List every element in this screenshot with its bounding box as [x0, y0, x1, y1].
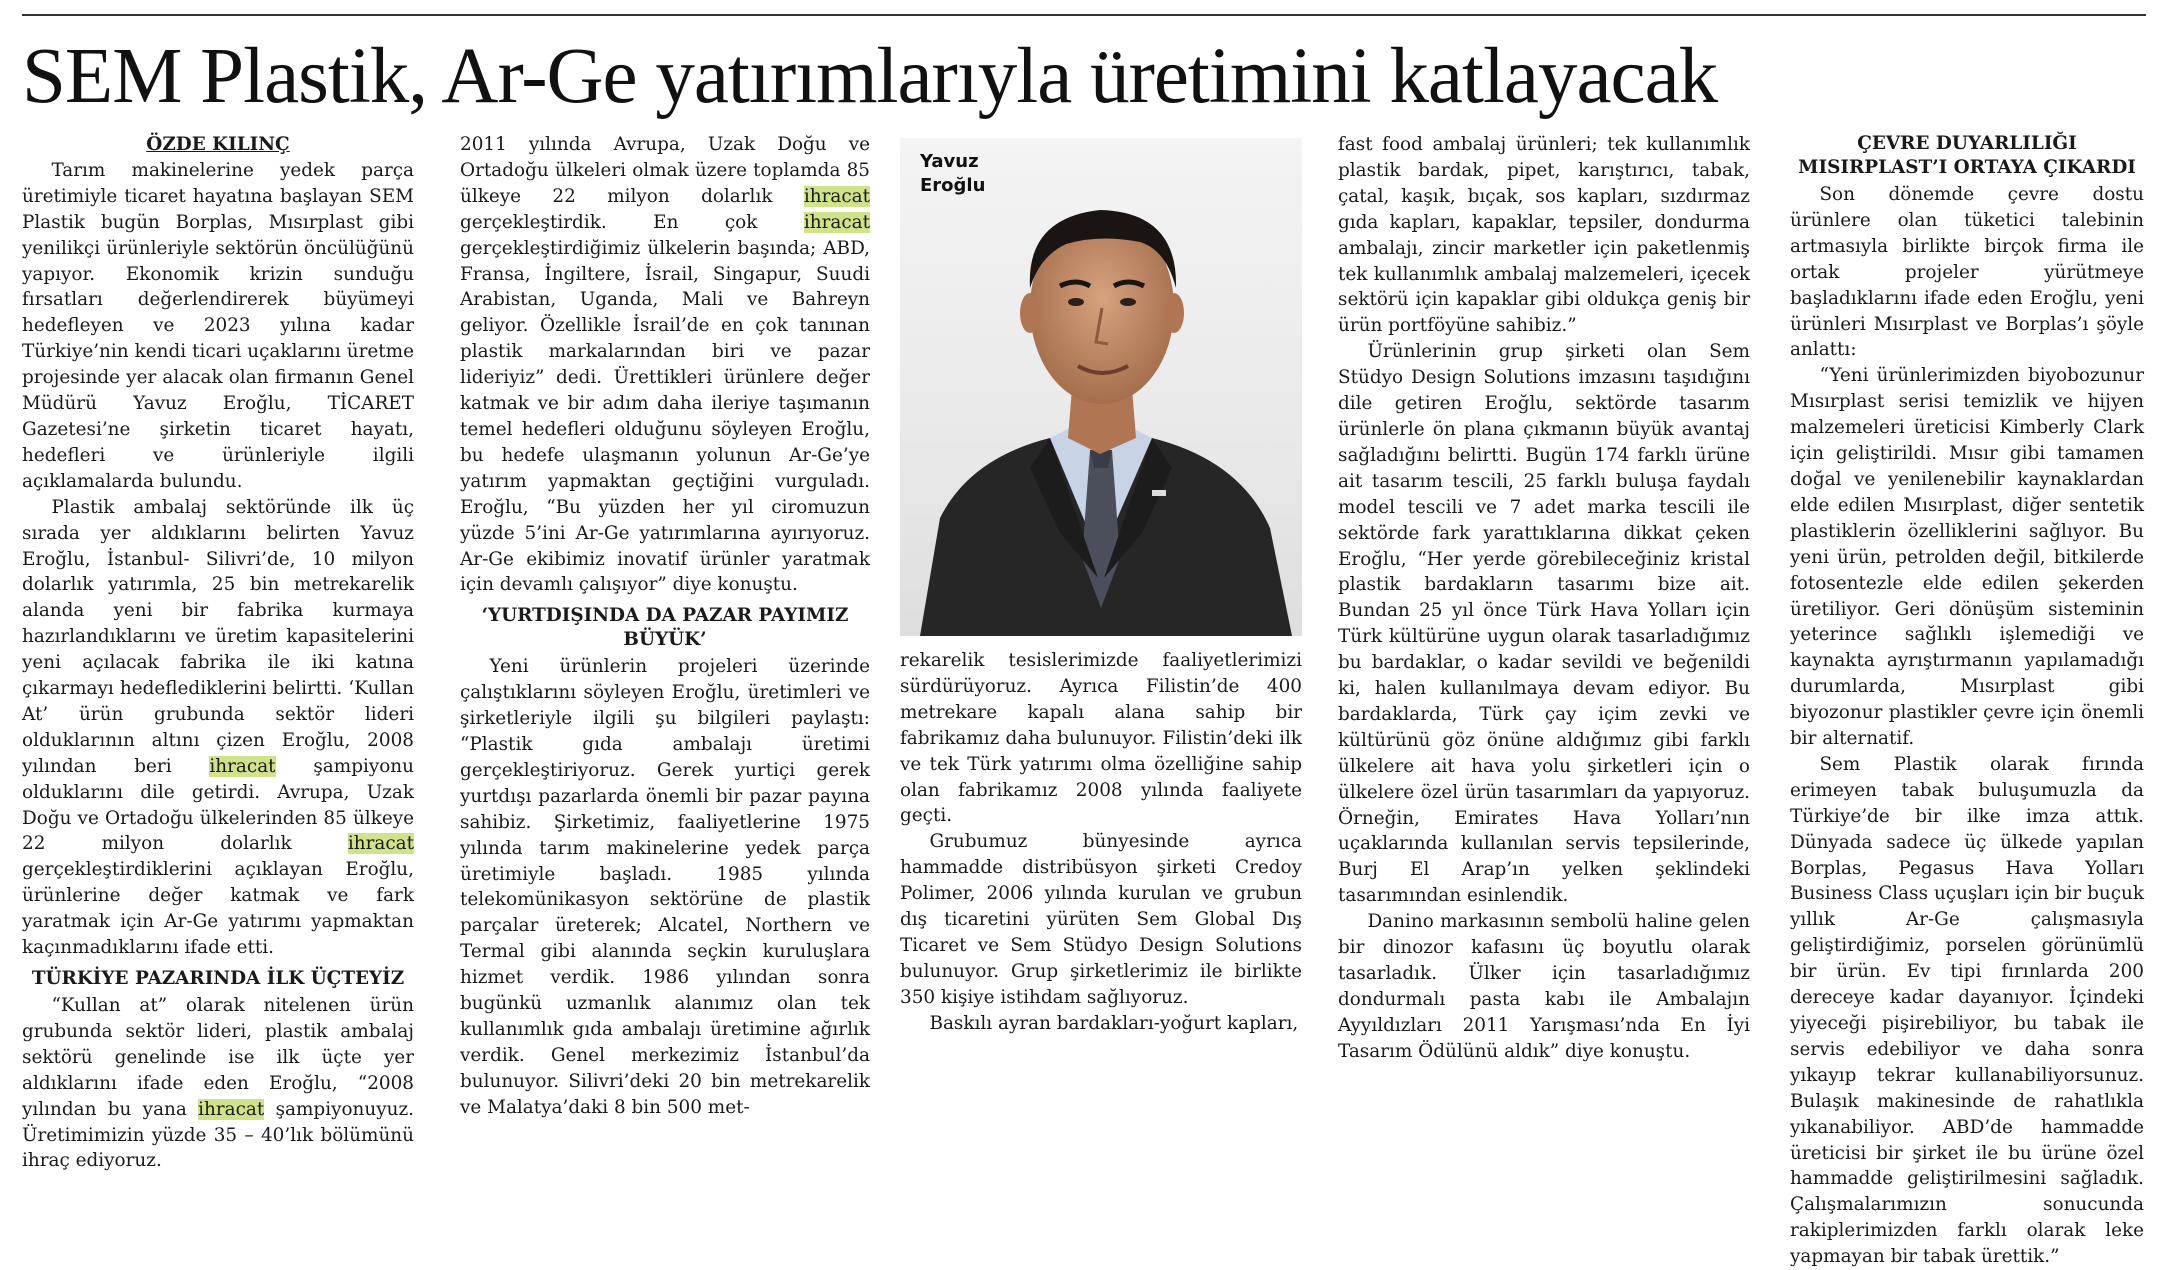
paragraph: Plastik ambalaj sektöründe ilk üç sırada yer aldıklarını belirten Yavuz Eroğlu, İstanbul- Silivri’de, 10 milyon dolarlık yatırımla, 25 bin metrekarelik alanda yeni bir fabrika kurmaya hazırlandıklarını ve üretim kapasitelerini yeni açılacak fabrika ile iki katına çıkarmayı hedeflediklerini belirtti. ‘Kullan At’ ürün grubunda sektör lideri olduklarının altını çizen Eroğlu, 2008 yılından beri ihracat şampiyonu olduklarını dile getirdi. Avrupa, Uzak Doğu ve Ortadoğu ülkelerinden 85 ülkeye 22 milyon dolarlık ihracat gerçekleştirdiklerini açıklayan Eroğlu, ürünlerine değer katmak ve fark yaratmak için Ar-Ge yatırımı yapmaktan kaçınmadıklarını ifade etti.	[22, 496, 414, 959]
paragraph: Son dönemde çevre dostu ürünlere olan tüketici talebinin artmasıyla birlikte birçok firma ile ortak projeler yürütmeye başladıklarını ifade eden Eroğlu, yeni ürünleri Mısırplast ve Borplas’ı şöyle anlattı:	[1790, 184, 2144, 361]
portrait-photo	[900, 138, 1302, 636]
paragraph: fast food ambalaj ürünleri; tek kullanımlık plastik bardak, pipet, karıştırıcı, tabak, çatal, kaşık, bıçak, sos kapları, sızdırmaz gıda kapları, kapaklar, tepsiler, dondurma ambalajı, zincir marketler için paketlenmiş tek kullanımlık ambalaj malzemeleri, içecek sektörü için kapaklar gibi oldukça geniş bir ürün portföyüne sahibiz.”	[1338, 134, 1750, 337]
paragraph: “Kullan at” olarak nitelenen ürün grubunda sektör lideri, plastik ambalaj sektörü genelinde ise ilk üçte yer aldıklarını ifade eden Eroğlu, “2008 yılından bu yana ihracat şampiyonuyuz. Üretimimizin yüzde 35 – 40’lık bölümünü ihraç ediyoruz.	[22, 995, 414, 1172]
headline: SEM Plastik, Ar-Ge yatırımlarıyla üretimini katlayacak	[22, 33, 1718, 120]
portrait-illustration	[900, 138, 1302, 636]
photo-caption: Yavuz Eroğlu	[920, 151, 986, 196]
highlight-ihracat: ihracat	[209, 755, 276, 777]
subheading: ‘YURTDIŞINDA DA PAZAR PAYIMIZ BÜYÜK’	[481, 605, 849, 651]
paragraph: 2011 yılında Avrupa, Uzak Doğu ve Ortadoğu ülkeleri olmak üzere toplamda 85 ülkeye 22 milyon dolarlık ihracat gerçekleştirdik. En çok ihracat gerçekleştirdiğimiz ülkelerin başında; ABD, Fransa, İngiltere, İsrail, Singapur, Suudi Arabistan, Uganda, Mali ve Bahreyn geliyor. Özellikle İsrail’de en çok tanınan plastik markalarından biri ve pazar lideriyiz” dedi. Ürettikleri ürünlere değer katmak ve bir adım daha ileriye taşımanın temel hedefleri olduğunu söyleyen Eroğlu, bu hedefe ulaşmanın yolunun Ar-Ge’ye yatırım yapmaktan geçtiğini vurguladı. Eroğlu, “Bu yüzden her yıl ciromuzun yüzde 5’ini Ar-Ge yatırımlarına ayırıyoruz. Ar-Ge ekibimiz inovatif ürünler yaratmak için devamlı çalışıyor” diye konuştu.	[460, 134, 870, 596]
column-5	[1790, 132, 2144, 1268]
column-4	[1338, 132, 1750, 1092]
paragraph: Baskılı ayran bardakları-yoğurt kapları,	[929, 1012, 1299, 1034]
top-rule	[22, 14, 2146, 16]
highlight-ihracat: ihracat	[803, 185, 870, 207]
paragraph: Yeni ürünlerin projeleri üzerinde çalıştıklarını söyleyen Eroğlu, üretimleri ve şirketleriyle ilgili şu bilgileri paylaştı: “Plastik gıda ambalajı üretimi gerçekleştiriyoruz. Gerek yurtiçi gerek yurtdışı pazarlarda önemli bir pazar payına sahibiz. Şirketimiz, faaliyetlerine 1975 yılında tarım makinelerine yedek parça üretimiyle başladı. 1985 yılında telekomünikasyon sektörüne de plastik parçalar üreterek; Alcatel, Northern ve Termal gibi alanında seçkin kuruluşlara hizmet verdik. 1986 yılından sonra bugünkü uzmanlık alanımız olan tek kullanımlık gıda ambalajı üretimine ağırlık verdik. Genel merkezimiz İstanbul’da bulunuyor. Silivri’deki 20 bin metrekarelik ve Malatya’daki 8 bin 500 met-	[460, 656, 870, 1118]
paragraph: Ürünlerinin grup şirketi olan Sem Stüdyo Design Solutions imzasını taşıdığını dile getiren Eroğlu, sektörde tasarım ürünlerle ön plana çıkmanın büyük avantaj sağladığını belirtti. Bugün 174 farklı ürüne ait tasarım tescili, 25 farklı buluşa faydalı model tescili ve 7 adet marka tescili ile sektörde fark yarattıklarına dikkat çeken Eroğlu, “Her yerde görebileceğiniz kristal plastik bardakların tasarımı bize ait. Bundan 25 yıl önce Türk Hava Yolları için Türk kültürüne uygun olarak tasarladığımız bu bardaklar, o kadar sevildi ve beğenildi ki, halen kullanılmaya devam ediyor. Bu bardaklarda, Türk çay içim zevki ve kültürünü göz önüne aldığımız gibi farklı ülkelere ait hava yolu şirketleri için o ülkelere özel ürün tasarımları da yapıyoruz. Örneğin, Emirates Hava Yolları’nın uçaklarında kullanılan servis tepsilerinde, Burj El Arap’ın yelken şeklindeki tasarımından esinlendik.	[1338, 341, 1750, 907]
paragraph: “Yeni ürünlerimizden biyobozunur Mısırplast serisi temizlik ve hijyen malzemeleri üreticisi Kimberly Clark için geliştirildi. Mısır gibi tamamen doğal ve yenilenebilir kaynaklardan elde edilen Mısırplast, diğer sentetik plastiklerin özelliklerini sağlıyor. Bu yeni ürün, petrolden değil, bitkilerde fotosentezle elde edilen şekerden üretiliyor. Geri dönüşüm sisteminin yeterince sağlıklı işlemediği ve kaynakta ayrıştırmanın yapılamadığı durumlarda, Mısırplast gibi biyozonur plastikler çevre için önemli bir alternatif.	[1790, 365, 2144, 750]
paragraph: rekarelik tesislerimizde faaliyetlerimizi sürdürüyoruz. Ayrıca Filistin’de 400 metrekare kapalı alana sahip bir fabrikamız daha bulunuyor. Filistin’deki ilk ve tek Türk yatırımı olma özelliğine sahip olan fabrikamız 2008 yılında faaliyete geçti.	[900, 650, 1302, 827]
column-2	[460, 132, 870, 1118]
column-3	[900, 648, 1302, 1098]
paragraph: Danino markasının sembolü haline gelen bir dinozor kafasını üç boyutlu olarak tasarladık. Ülker için tasarladığımız dondurmalı pasta kabı ile Ambalajın Ayyıldızları 2011 Yarışması’nda En İyi Tasarım Ödülünü aldık” diye konuştu.	[1338, 911, 1750, 1062]
subheading: TÜRKİYE PAZARINDA İLK ÜÇTEYİZ	[31, 968, 405, 989]
paragraph: Grubumuz bünyesinde ayrıca hammadde distribüsyon şirketi Credoy Polimer, 2006 yılında kurulan ve grubun dış ticaretini yürüten Sem Global Dış Ticaret ve Sem Stüdyo Design Solutions bulunuyor. Grup şirketlerimiz ile birlikte 350 kişiye istihdam sağlıyoruz.	[900, 831, 1302, 1008]
highlight-ihracat: ihracat	[198, 1098, 265, 1120]
subheading: ÇEVRE DUYARLILIĞI MISIRPLAST’I ORTAYA ÇIKARDI	[1798, 133, 2136, 178]
highlight-ihracat: ihracat	[347, 833, 414, 855]
paragraph: Tarım makinelerine yedek parça üretimiyle ticaret hayatına başlayan SEM Plastik bugün Borplas, Mısırplast gibi yenilikçi ürünleriyle sektörün öncülüğünü yapıyor. Ekonomik krizin sunduğu fırsatları değerlendirerek büyümeyi hedefleyen ve 2023 yılına kadar Türkiye’nin kendi ticari uçaklarını üretme projesinde yer alacak olan firmanın Genel Müdürü Yavuz Eroğlu, TİCARET Gazetesi’ne şirketin ticaret hayatı, hedefleri ve ürünleriyle ilgili açıklamalarda bulundu.	[22, 159, 414, 492]
column-1	[22, 132, 414, 1172]
paragraph: Sem Plastik olarak fırında erimeyen tabak buluşumuzla da Türkiye’de bir ilke imza attık. Dünyada sadece üç ülkede yapılan Borplas, Pegasus Hava Yolları Business Class uçuşları için bir buçuk yıllık Ar-Ge çalışmasıyla geliştirdiğimiz, porselen görünümlü bir ürün. Ev tipi fırınlarda 200 dereceye kadar dayanıyor. İçindeki yiyeceği pişirebiliyor, bu tabak ile servis edebiliyor ve daha sonra yıkayıp tekrar kullanabiliyorsunuz. Bulaşık makinesinde de rahatlıkla yıkanabiliyor. ABD’de hammadde üreticisi bir şirket ile bu ürüne özel hammadde geliştirilmesini sağladık. Çalışmalarımızın sonucunda rakiplerimizden farklı olarak leke yapmayan bir tabak ürettik.”	[1790, 753, 2144, 1268]
byline: ÖZDE KILINÇ	[146, 134, 290, 155]
highlight-ihracat: ihracat	[803, 211, 870, 233]
